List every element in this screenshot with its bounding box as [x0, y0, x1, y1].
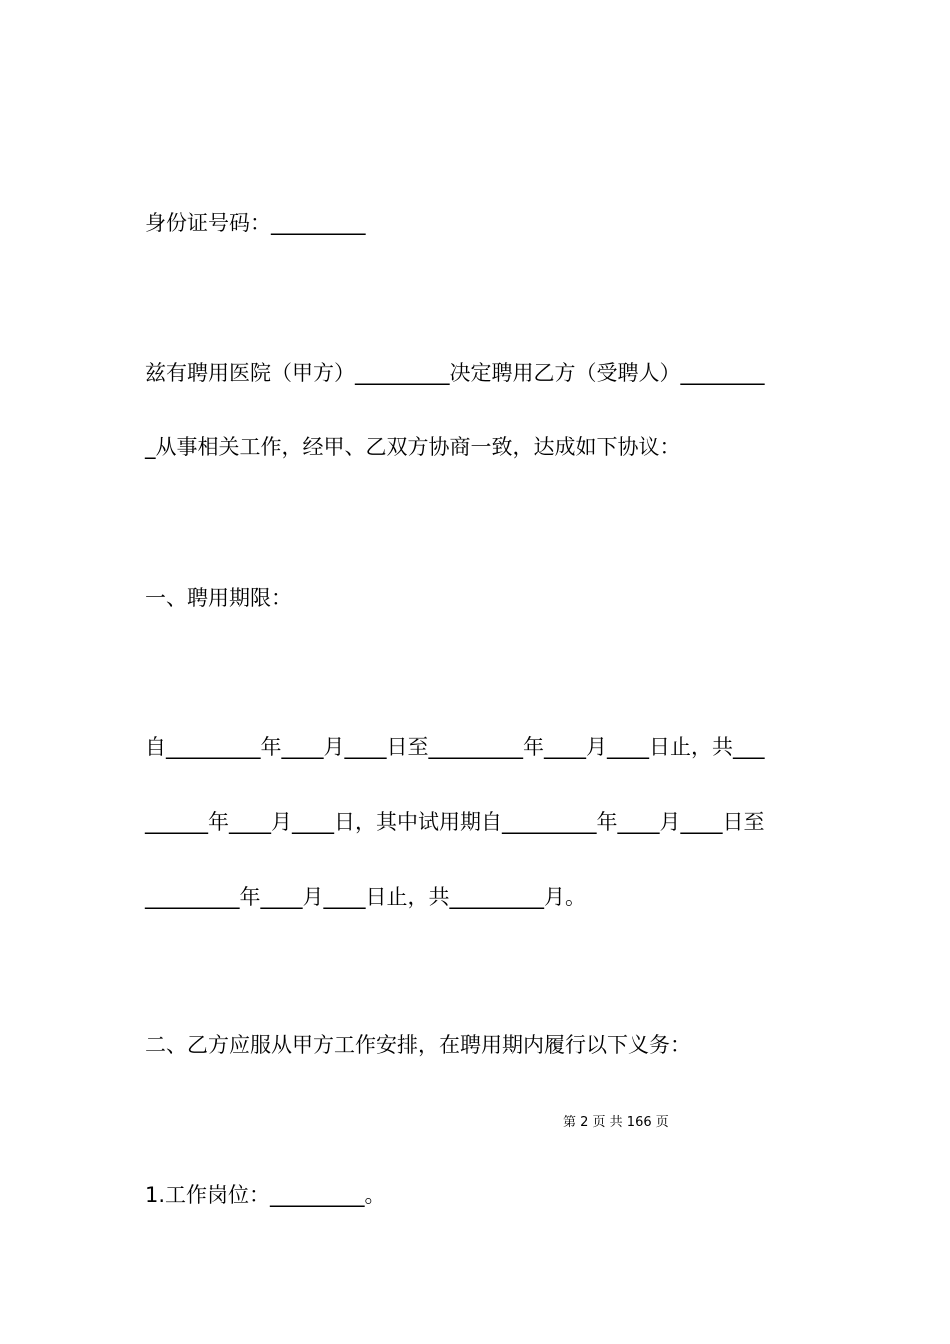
term-line-1: 自_________年____月____日至_________年____月____日止，共___ [145, 735, 765, 759]
term-line-3: _________年____月____日止，共_________月。 [145, 885, 586, 909]
intro-line-1: 兹有聘用医院（甲方）_________决定聘用乙方（受聘人）________ [145, 361, 765, 385]
term-line-2: ______年____月____日，其中试用期自_________年____月____日至 [145, 810, 765, 834]
item-1-line: 1.工作岗位：_________。 [145, 1183, 386, 1207]
section-1-heading: 一、聘用期限： [145, 586, 292, 610]
id-number-line: 身份证号码：_________ [145, 211, 366, 235]
section-2-heading: 二、乙方应服从甲方工作安排，在聘用期内履行以下义务： [145, 1033, 691, 1057]
page-footer: 第 2 页 共 166 页 [563, 1115, 669, 1130]
intro-line-2: _从事相关工作，经甲、乙双方协商一致，达成如下协议： [145, 435, 681, 459]
